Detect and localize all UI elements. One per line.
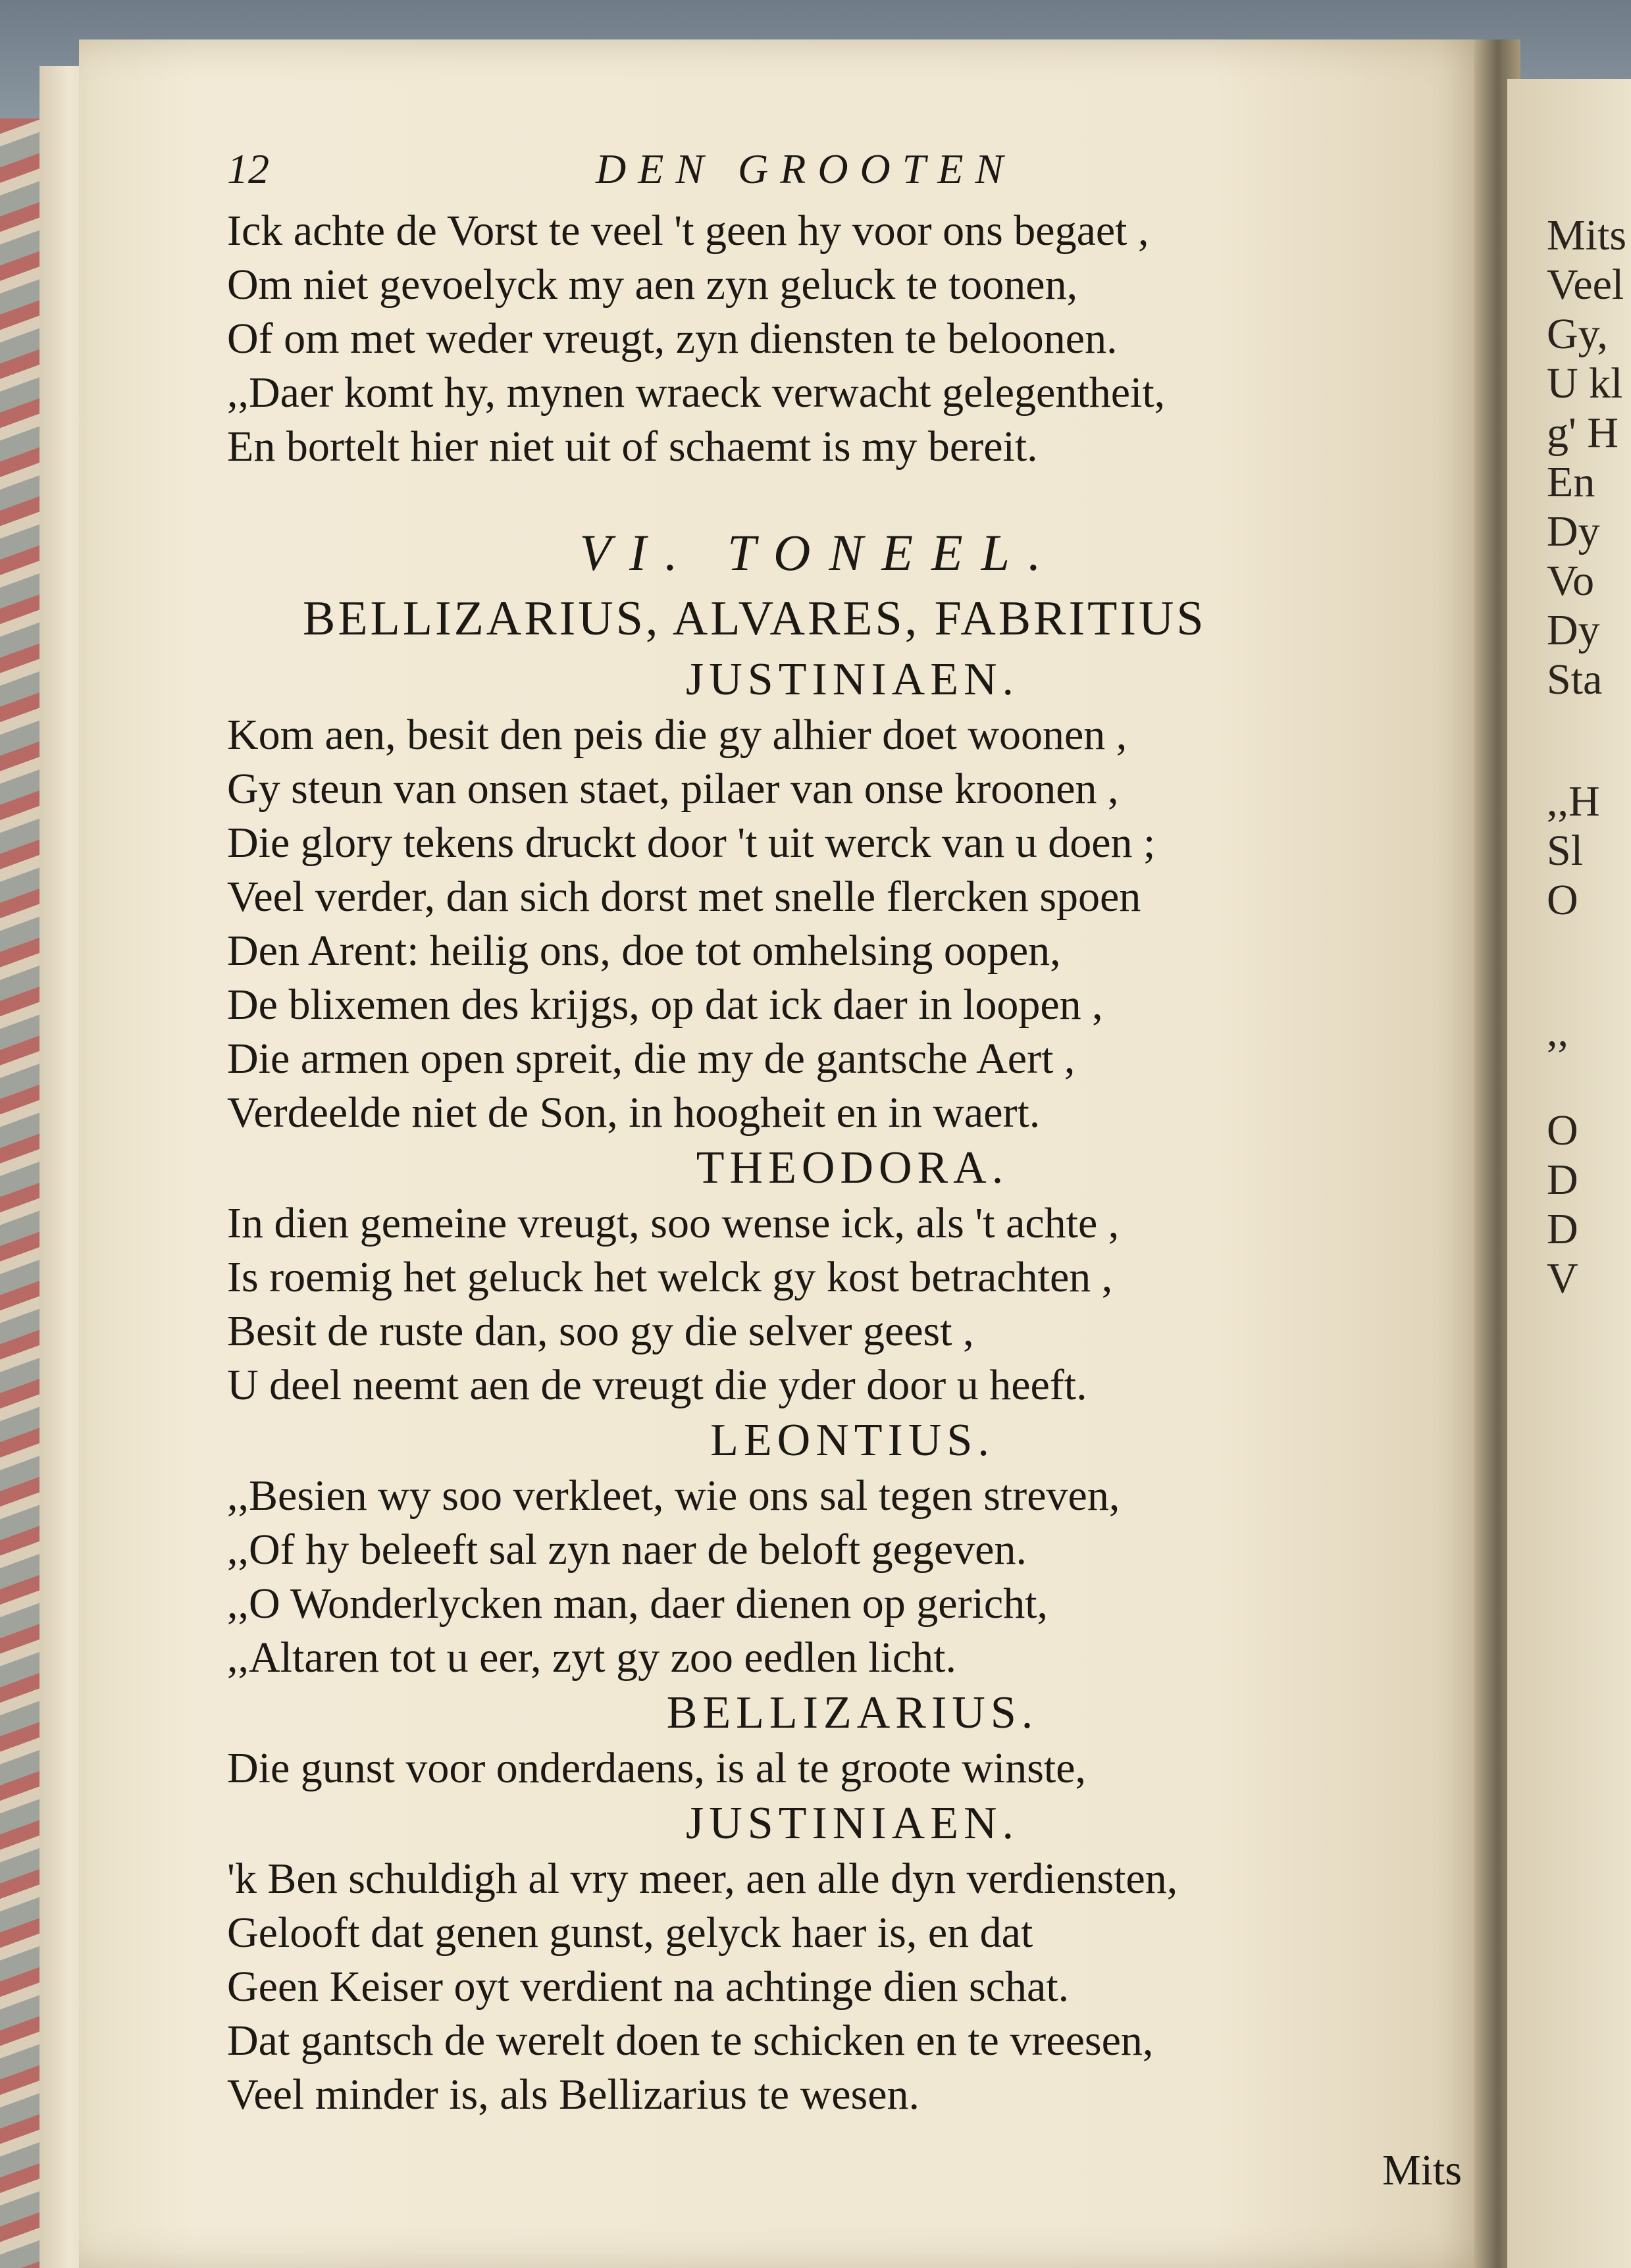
verse-line: Veel verder, dan sich dorst met snelle flercken spoen: [227, 873, 1141, 921]
page-header: [227, 145, 1464, 204]
verse-line: Kom aen, besit den peis die gy alhier doet woonen ,: [227, 711, 1127, 759]
speaker-name: LEONTIUS.: [710, 1415, 995, 1466]
facing-page-fragment: Sta: [1547, 656, 1603, 704]
verse-line: ,,Besien wy soo verkleet, wie ons sal tegen streven,: [227, 1472, 1120, 1520]
scene-characters: BELLIZARIUS, ALVARES, FABRITIUS: [303, 592, 1206, 646]
opening-lines: [227, 204, 1464, 474]
speaker-name: THEODORA.: [696, 1143, 1009, 1193]
facing-page-fragment: g' H: [1547, 409, 1619, 457]
facing-page-fragment: Vo: [1547, 557, 1595, 605]
speaker-name: BELLIZARIUS.: [666, 1688, 1039, 1738]
speeches: [227, 652, 1464, 2122]
verse-line: Gelooft dat genen gunst, gelyck haer is, en dat: [227, 1909, 1033, 1957]
running-head: DEN GROOTEN: [596, 145, 1016, 192]
verse-line: 'k Ben schuldigh al vry meer, aen alle dyn verdiensten,: [227, 1855, 1178, 1903]
facing-page-fragment: Gy,: [1547, 310, 1608, 358]
verse-line: In dien gemeine vreugt, soo wense ick, als 't achte ,: [227, 1199, 1120, 1247]
verse-line: ,,Altaren tot u eer, zyt gy zoo eedlen licht.: [227, 1634, 956, 1682]
verse-line: ,,Daer komt hy, mynen wraeck verwacht gelegentheit,: [227, 369, 1166, 417]
facing-page-fragment: Sl: [1547, 827, 1584, 875]
facing-page-fragment: Dy: [1547, 606, 1600, 654]
verse-line: U deel neemt aen de vreugt die yder door u heeft.: [227, 1361, 1087, 1409]
facing-page-fragment: D: [1547, 1205, 1578, 1253]
facing-page-fragment: V: [1547, 1254, 1578, 1302]
verse-line: ,,O Wonderlycken man, daer dienen op gericht,: [227, 1580, 1048, 1628]
facing-page-fragment: U kl: [1547, 359, 1623, 407]
page-content: [227, 145, 1464, 2122]
facing-page-fragment: ,,H: [1547, 777, 1600, 825]
speaker-name: JUSTINIAEN.: [685, 1798, 1020, 1849]
verse-line: Den Arent: heilig ons, doe tot omhelsing oopen,: [227, 927, 1061, 975]
facing-page-fragment: ,,: [1547, 1008, 1568, 1056]
facing-page-fragment: Mits: [1547, 211, 1627, 259]
speaker-name: JUSTINIAEN.: [685, 654, 1020, 705]
facing-page-fragment: D: [1547, 1156, 1578, 1204]
verse-line: Verdeelde niet de Son, in hoogheit en in waert.: [227, 1089, 1041, 1137]
verse-line: Geen Keiser oyt verdient na achtinge dien schat.: [227, 1963, 1070, 2011]
verse-line: Die gunst voor onderdaens, is al te groote winste,: [227, 1744, 1087, 1792]
verse-line: Of om met weder vreugt, zyn diensten te beloonen.: [227, 315, 1118, 363]
facing-page-fragment: En: [1547, 458, 1595, 506]
facing-page-fragment: O: [1547, 1106, 1578, 1154]
verse-line: Die armen open spreit, die my de gantsche Aert ,: [227, 1035, 1075, 1083]
verse-line: De blixemen des krijgs, op dat ick daer in loopen ,: [227, 981, 1103, 1029]
verse-line: Besit de ruste dan, soo gy die selver geest ,: [227, 1307, 974, 1355]
verse-line: En bortelt hier niet uit of schaemt is my bereit.: [227, 423, 1038, 471]
verse-line: Die glory tekens druckt door 't uit werck van u doen ;: [227, 819, 1156, 867]
verse-line: Ick achte de Vorst te veel 't geen hy voor ons begaet ,: [227, 207, 1149, 255]
scene-title: VI. TONEEL.: [579, 524, 1060, 581]
catchword: Mits: [1382, 2146, 1463, 2194]
verse-line: Veel minder is, als Bellizarius te wesen.: [227, 2071, 920, 2119]
verse-line: Om niet gevoelyck my aen zyn geluck te toonen,: [227, 261, 1078, 309]
verse-line: Is roemig het geluck het welck gy kost betrachten ,: [227, 1253, 1113, 1301]
facing-page-fragment: Veel: [1547, 261, 1624, 309]
verse-line: ,,Of hy beleeft sal zyn naer de beloft gegeven.: [227, 1526, 1027, 1574]
verse-line: Dat gantsch de werelt doen te schicken en te vreesen,: [227, 2017, 1154, 2065]
facing-page-fragment: O: [1547, 876, 1578, 924]
verse-line: Gy steun van onsen staet, pilaer van onse kroonen ,: [227, 765, 1119, 813]
facing-page: [1507, 79, 1631, 2268]
facing-page-fragment: Dy: [1547, 507, 1600, 555]
page-number: 12: [227, 145, 269, 192]
